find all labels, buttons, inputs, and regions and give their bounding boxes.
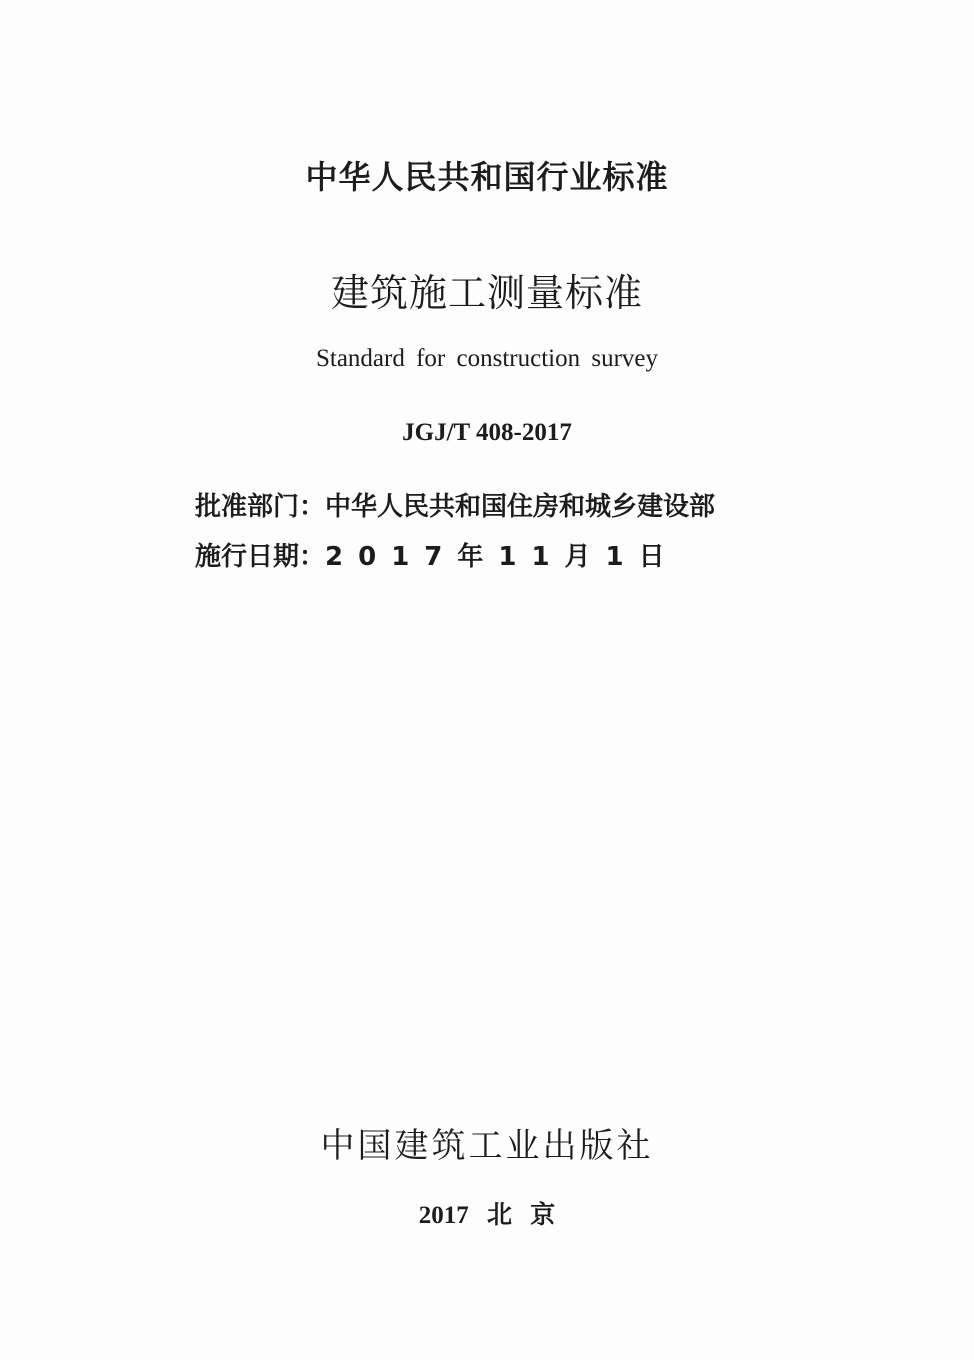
effective-date-label: 施行日期： <box>195 542 326 572</box>
effective-date-row <box>195 532 795 582</box>
series-title: 中华人民共和国行业标准 <box>305 158 669 196</box>
approval-info-block <box>195 482 795 582</box>
approval-value: 中华人民共和国住房和城乡建设部 <box>325 492 716 522</box>
publisher-name: 中国建筑工业出版社 <box>320 1126 654 1166</box>
effective-date-value: 2017年11月1日 <box>325 542 680 572</box>
english-title: Standard for construction survey <box>315 345 658 372</box>
approval-label: 批准部门： <box>195 492 326 522</box>
approval-row <box>195 482 795 532</box>
standard-code: JGJ/T 408-2017 <box>402 419 572 446</box>
main-title: 建筑施工测量标准 <box>330 271 643 315</box>
publication-year-city: 2017 北 京 <box>418 1202 556 1229</box>
